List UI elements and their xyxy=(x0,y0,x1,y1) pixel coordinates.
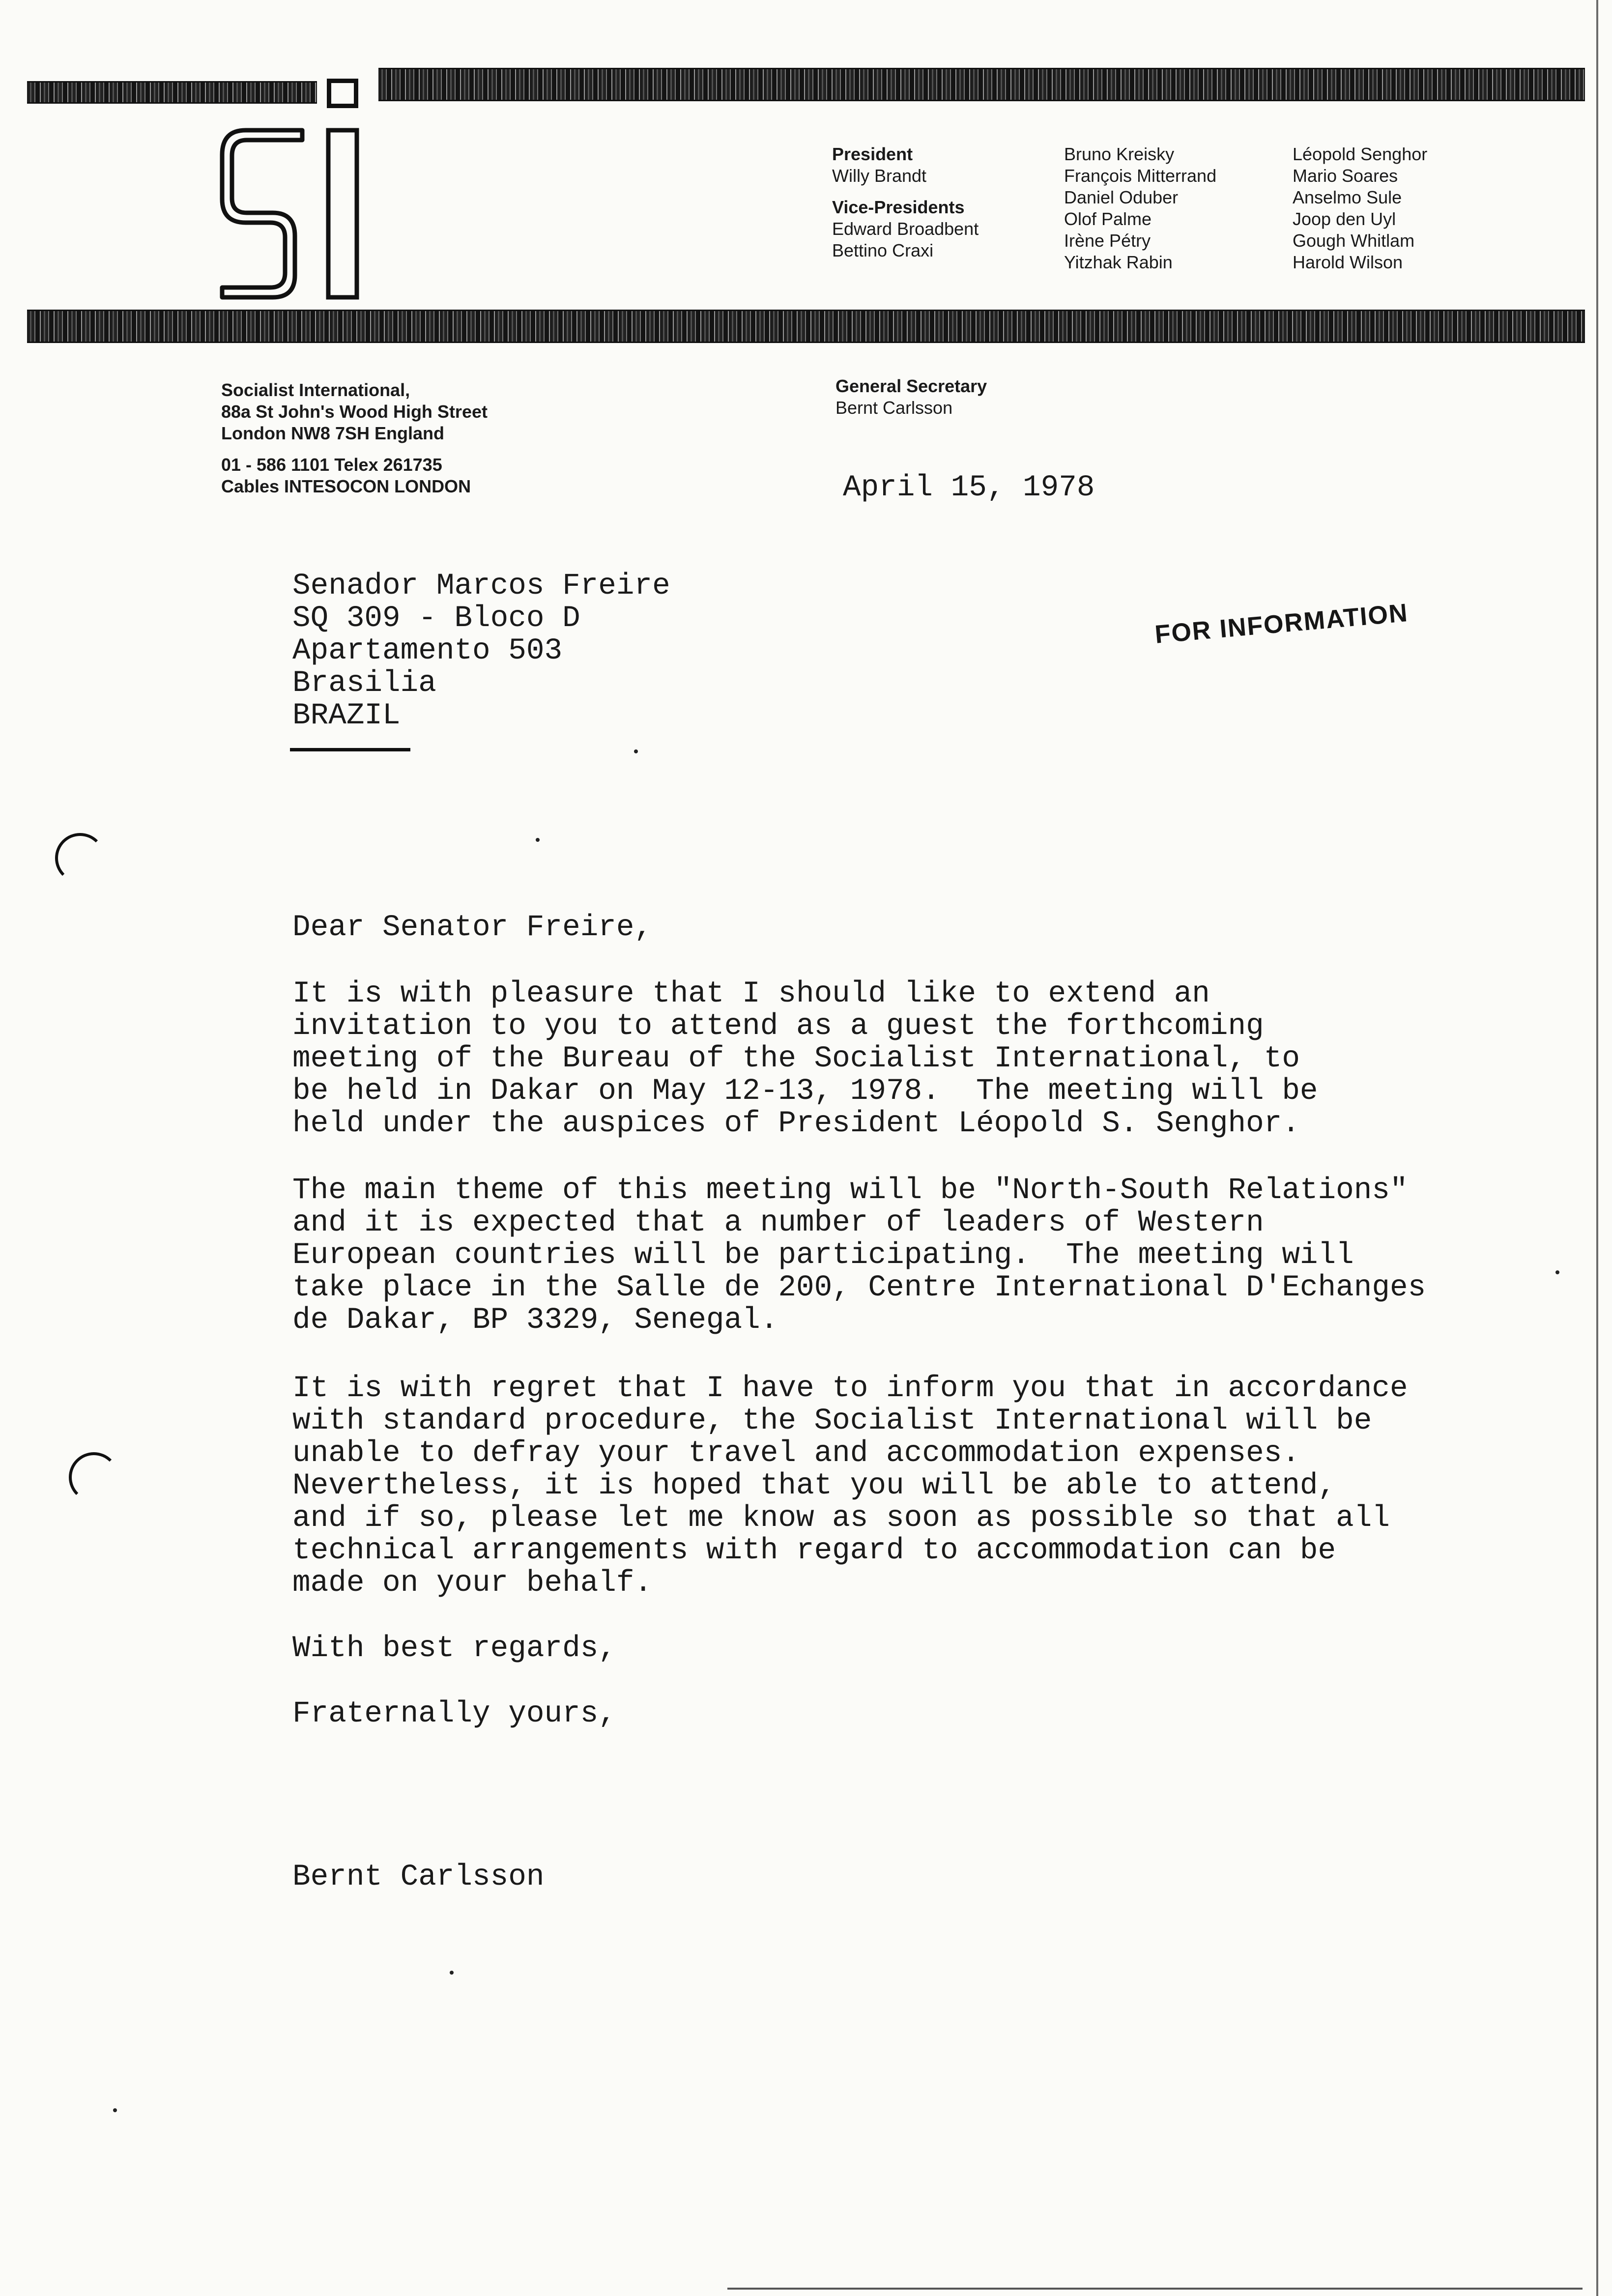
letterhead-bar-top-left xyxy=(27,81,317,104)
letter-date: April 15, 1978 xyxy=(843,471,1095,505)
president-name: Willy Brandt xyxy=(832,166,927,186)
vp-name: Anselmo Sule xyxy=(1293,187,1402,207)
vp-label: Vice-Presidents xyxy=(832,197,965,217)
logo-dot xyxy=(327,79,358,108)
scan-speck xyxy=(450,1971,454,1975)
vp-name: Joop den Uyl xyxy=(1293,209,1396,229)
paragraph-1: It is with pleasure that I should like to extend an invitation to you to attend as a guest the forthcoming meeting of the Bureau of the Socialist International, to be held in Dakar on May 12-13, 1978. The meeting will be held under the auspices of President Léopold S. Senghor. xyxy=(292,977,1318,1141)
cables: Cables INTESOCON LONDON xyxy=(221,476,471,496)
recipient-underline xyxy=(290,748,410,751)
scan-speck xyxy=(536,838,540,842)
phone-telex: 01 - 586 1101 Telex 261735 xyxy=(221,455,442,475)
recipient-line: BRAZIL xyxy=(292,699,401,733)
recipient-line: Senador Marcos Freire xyxy=(292,569,670,603)
paragraph-3: It is with regret that I have to inform you that in accordance with standard procedure, the Socialist International will be unable to defray your travel and accommodation expenses. Nevertheless, it is hoped that you will be able to attend, and if so, please let me know as soon as possible so that all technical arrangements with regard to accommodation can be made on your behalf. xyxy=(292,1372,1408,1600)
gensec-name: Bernt Carlsson xyxy=(835,398,953,418)
for-information-stamp: FOR INFORMATION xyxy=(1153,599,1410,649)
vp-name: Edward Broadbent xyxy=(832,219,979,239)
recipient-line: SQ 309 - Bloco D xyxy=(292,602,580,635)
vp-name: Olof Palme xyxy=(1064,209,1152,229)
gensec-label: General Secretary xyxy=(835,376,987,396)
officers-col3 xyxy=(1293,144,1427,273)
recipient-line: Brasilia xyxy=(292,666,436,700)
officers-col1 xyxy=(832,144,979,261)
scan-speck xyxy=(1555,1270,1559,1274)
scan-speck xyxy=(113,2108,117,2112)
page-bottom-line xyxy=(727,2288,1583,2290)
vp-name: Harold Wilson xyxy=(1293,252,1403,272)
page-edge xyxy=(1596,0,1598,2296)
vp-name: Bettino Craxi xyxy=(832,240,934,260)
vp-name: Irène Pétry xyxy=(1064,230,1151,251)
si-logo xyxy=(216,125,374,302)
officers-col2 xyxy=(1064,144,1216,273)
vp-name: Léopold Senghor xyxy=(1293,144,1428,164)
punch-hole-mark xyxy=(69,1452,119,1502)
president-label: President xyxy=(832,144,913,164)
letterhead-bar-bottom xyxy=(27,310,1585,343)
signature-name: Bernt Carlsson xyxy=(292,1860,545,1894)
punch-hole-mark xyxy=(55,833,105,883)
paragraph-2: The main theme of this meeting will be "North-South Relations" and it is expected that a number of leaders of Western European countries will be participating. The meeting will take place in the Salle de 200, Centre International D'Echanges de Dakar, BP 3329, Senegal. xyxy=(292,1174,1426,1337)
organization-address xyxy=(221,379,488,497)
letterhead-bar-top-right xyxy=(378,68,1585,101)
salutation: Dear Senator Freire, xyxy=(292,911,653,945)
vp-name: Mario Soares xyxy=(1293,166,1398,186)
vp-name: Daniel Oduber xyxy=(1064,187,1179,207)
general-secretary xyxy=(835,375,987,419)
address-line: Socialist International, xyxy=(221,380,410,400)
vp-name: Bruno Kreisky xyxy=(1064,144,1175,164)
vp-name: Yitzhak Rabin xyxy=(1064,252,1173,272)
address-line: London NW8 7SH England xyxy=(221,423,444,443)
closing-fraternally: Fraternally yours, xyxy=(292,1697,616,1731)
vp-name: Gough Whitlam xyxy=(1293,230,1415,251)
closing-regards: With best regards, xyxy=(292,1632,616,1665)
vp-name: François Mitterrand xyxy=(1064,166,1217,186)
recipient-address xyxy=(292,570,670,732)
scan-speck xyxy=(634,749,638,753)
address-line: 88a St John's Wood High Street xyxy=(221,402,488,422)
recipient-line: Apartamento 503 xyxy=(292,634,563,668)
